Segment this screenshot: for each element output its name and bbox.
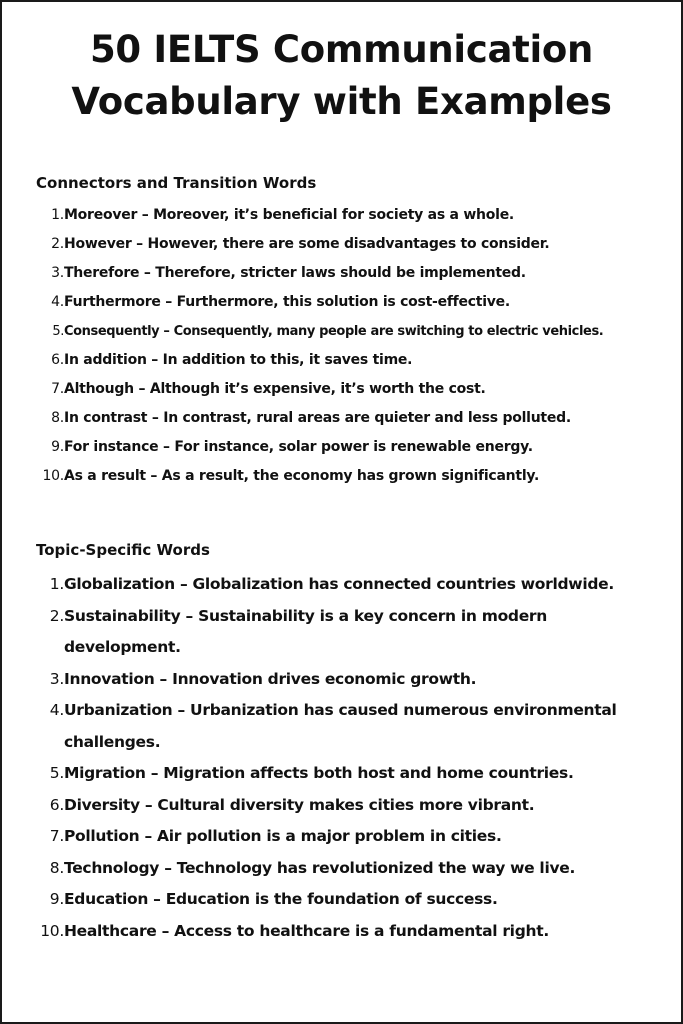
item-text: For instance – For instance, solar power is renewable energy. [64,439,533,455]
item-number: 5. [52,324,64,339]
item-number: 1. [49,575,64,593]
list-item [32,790,652,822]
connectors-list [32,201,652,491]
page-title [2,24,681,128]
list-item [32,288,652,317]
item-text: Although – Although it’s expensive, it’s worth the cost. [64,381,486,397]
item-text: In addition – In addition to this, it saves time. [64,352,413,368]
list-item [32,404,652,433]
item-number: 10. [42,468,64,484]
list-item [32,916,652,948]
list-item [32,375,652,404]
item-number: 3. [51,265,64,281]
item-text: Pollution – Air pollution is a major problem in cities. [64,827,502,845]
item-text: Sustainability – Sustainability is a key concern in modern development. [64,606,548,656]
topic-specific-list [32,569,652,947]
list-item [32,569,652,601]
item-number: 3. [49,669,64,688]
item-text: Healthcare – Access to healthcare is a fundamental right. [64,921,549,940]
item-number: 4. [49,701,64,719]
item-number: 8. [49,858,64,877]
item-number: 1. [51,207,64,223]
section-heading-topic-specific: Topic-Specific Words [36,541,210,559]
item-text: Education – Education is the foundation of success. [64,890,498,908]
list-item [32,601,652,664]
list-item [32,259,652,288]
item-text: Consequently – Consequently, many people are switching to electric vehicles. [64,324,604,339]
list-item [32,317,652,346]
section-heading-connectors: Connectors and Transition Words [36,174,317,192]
list-item [32,230,652,259]
title-line-2: Vocabulary with Examples [71,80,612,123]
item-text: As a result – As a result, the economy has grown significantly. [64,468,540,484]
title-line-1: 50 IELTS Communication [89,28,594,71]
list-item [32,821,652,853]
item-text: Urbanization – Urbanization has caused numerous environmental challenges. [64,701,617,751]
item-text: Moreover – Moreover, it’s beneficial for society as a whole. [64,207,515,223]
item-number: 7. [51,381,64,397]
item-number: 2. [51,236,64,252]
item-text: Technology – Technology has revolutionized the way we live. [64,858,576,877]
item-number: 6. [49,795,64,814]
item-text: Diversity – Cultural diversity makes cities more vibrant. [64,795,535,814]
item-number: 9. [49,890,64,908]
item-number: 10. [40,921,64,940]
item-text: Globalization – Globalization has connected countries worldwide. [64,575,614,593]
list-item [32,201,652,230]
list-item [32,346,652,375]
item-number: 6. [51,352,64,368]
item-text: In contrast – In contrast, rural areas are quieter and less polluted. [64,410,571,426]
item-number: 2. [49,606,64,625]
list-item [32,853,652,885]
list-item [32,433,652,462]
list-item [32,884,652,916]
item-number: 9. [51,439,64,455]
item-number: 8. [51,410,64,426]
item-number: 7. [49,827,64,845]
item-number: 4. [51,294,64,310]
item-text: Furthermore – Furthermore, this solution is cost-effective. [64,294,510,310]
list-item [32,695,652,758]
list-item [32,462,652,491]
item-text: Innovation – Innovation drives economic growth. [64,669,477,688]
list-item [32,664,652,696]
list-item [32,758,652,790]
item-number: 5. [49,764,64,782]
item-text: Migration – Migration affects both host and home countries. [64,764,574,782]
item-text: Therefore – Therefore, stricter laws should be implemented. [64,265,526,281]
item-text: However – However, there are some disadvantages to consider. [64,236,550,252]
